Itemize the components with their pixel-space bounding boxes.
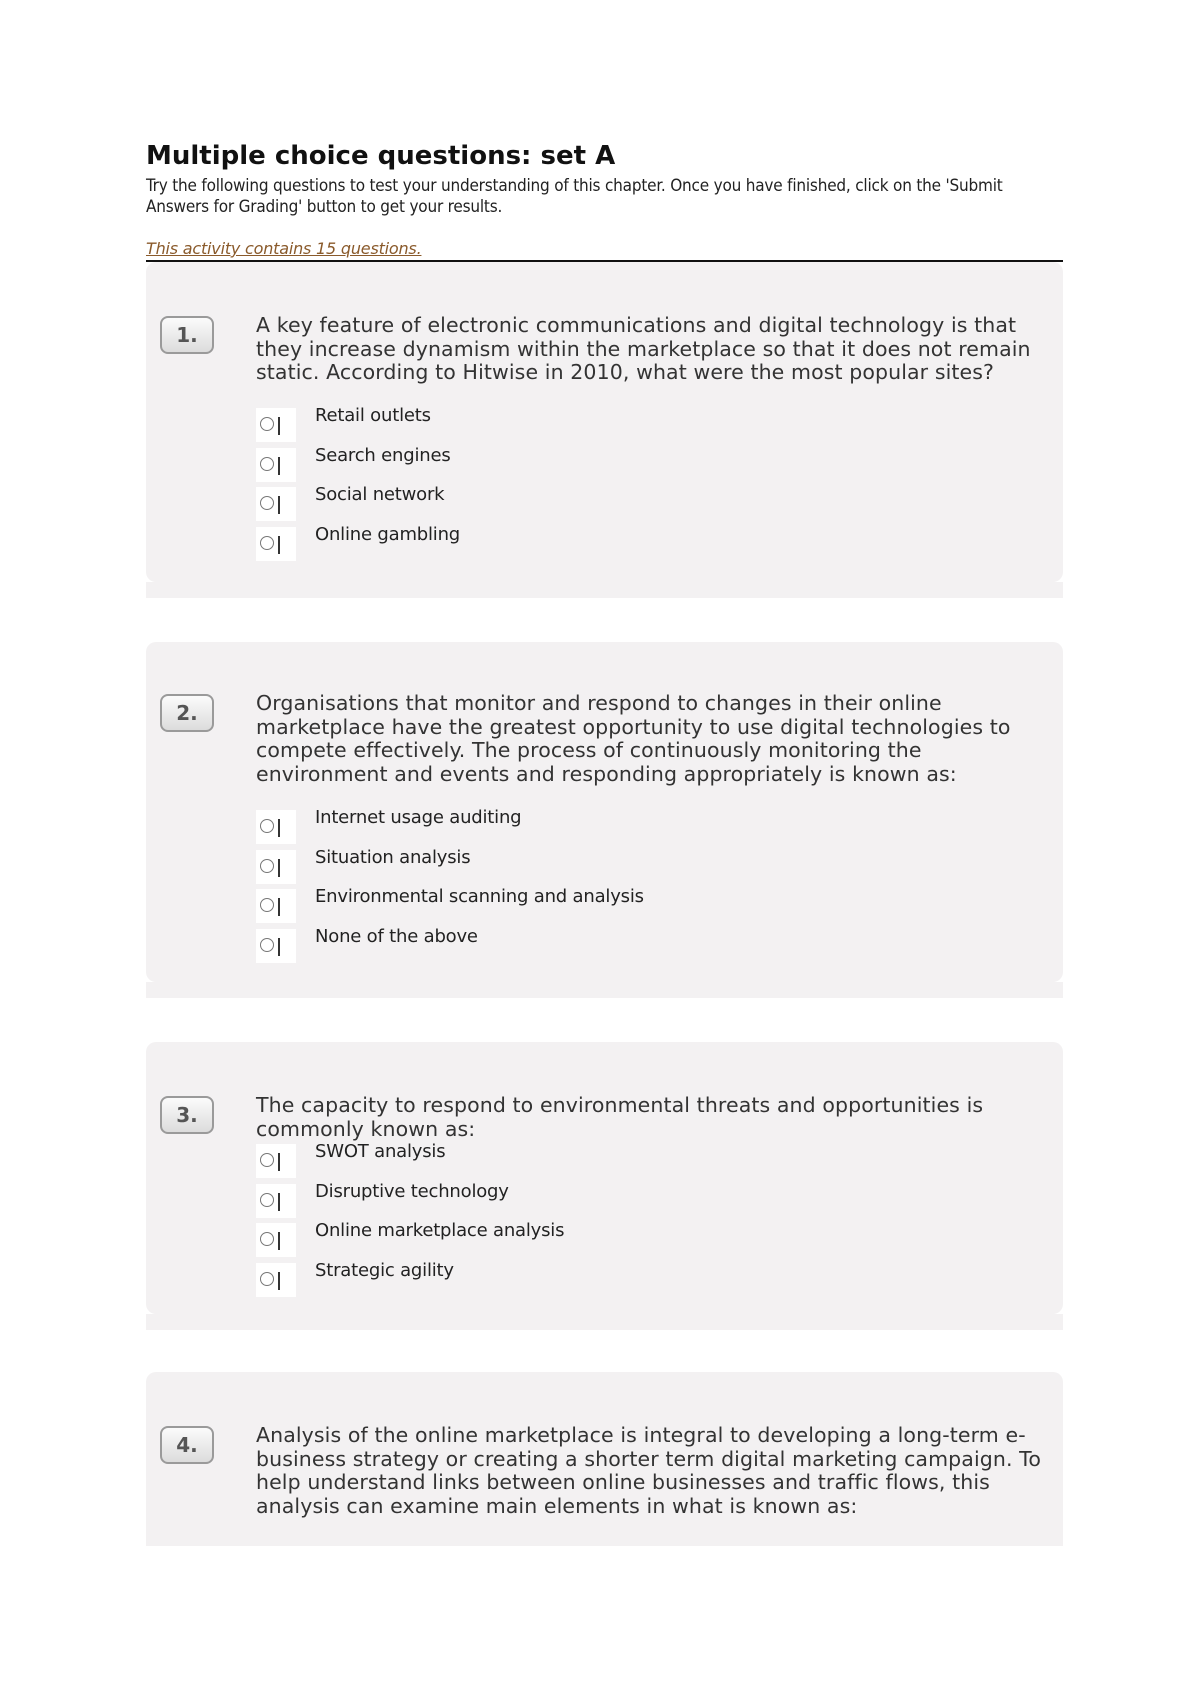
option-row[interactable] (256, 807, 1046, 850)
radio-cell[interactable] (256, 810, 296, 844)
page-header (146, 140, 1063, 262)
radio-button[interactable] (260, 1153, 274, 1167)
option-row[interactable] (256, 925, 1046, 969)
question-text: Organisations that monitor and respond to changes in their online marketplace have the greatest opportunity to use digital technologies to compete effectively. The process of continuously monitoring the environment and events and responding appropriately is known as: (256, 691, 1011, 786)
question-card-3 (146, 1042, 1063, 1314)
radio-button[interactable] (260, 859, 274, 873)
radio-cell[interactable] (256, 527, 296, 561)
page-title: Multiple choice questions: set A (146, 141, 616, 171)
option-row[interactable] (256, 484, 1046, 527)
radio-button[interactable] (260, 819, 274, 833)
option-label[interactable]: Situation analysis (315, 846, 471, 868)
option-row[interactable] (256, 1180, 1046, 1224)
radio-button[interactable] (260, 938, 274, 952)
radio-cursor-icon (278, 1153, 280, 1171)
radio-cursor-icon (278, 859, 280, 877)
radio-cursor-icon (278, 1272, 280, 1290)
question-number-badge: 3. (160, 1096, 214, 1134)
radio-cursor-icon (278, 417, 280, 435)
radio-cell[interactable] (256, 487, 296, 521)
option-label[interactable]: Online marketplace analysis (315, 1220, 565, 1241)
radio-button[interactable] (260, 1272, 274, 1286)
radio-cursor-icon (278, 1232, 280, 1250)
radio-cell[interactable] (256, 1144, 296, 1178)
radio-cell[interactable] (256, 929, 296, 963)
question-text: Analysis of the online marketplace is integral to developing a long-term e-business strategy or creating a shorter term digital marketing campaign. To help understand links between online businesses and traffic flows, this analysis can examine main elements in what is known as: (256, 1423, 1041, 1518)
radio-button[interactable] (260, 536, 274, 550)
question-text: A key feature of electronic communications and digital technology is that they increase dynamism within the marketplace so that it does not remain static. According to Hitwise in 2010, what were the most popular sites? (256, 313, 1031, 384)
option-row[interactable] (256, 1141, 1046, 1184)
option-label[interactable]: Social network (315, 484, 445, 505)
radio-button[interactable] (260, 496, 274, 510)
option-label[interactable]: Search engines (315, 444, 451, 466)
radio-button[interactable] (260, 417, 274, 431)
radio-cell[interactable] (256, 1184, 296, 1218)
option-row[interactable] (256, 1259, 1046, 1303)
question-card-1 (146, 262, 1063, 582)
question-card-2 (146, 642, 1063, 982)
option-row[interactable] (256, 523, 1046, 567)
question-text: The capacity to respond to environmental threats and opportunities is commonly known as: (256, 1093, 984, 1141)
option-row[interactable] (256, 444, 1046, 488)
radio-cell[interactable] (256, 1263, 296, 1297)
option-row[interactable] (256, 846, 1046, 890)
radio-cursor-icon (278, 457, 280, 475)
option-label[interactable]: Internet usage auditing (315, 807, 522, 828)
options-list (256, 1141, 1046, 1302)
option-label[interactable]: Environmental scanning and analysis (315, 886, 644, 907)
option-label[interactable]: Online gambling (315, 523, 461, 545)
question-number-badge: 2. (160, 694, 214, 732)
radio-cursor-icon (278, 1193, 280, 1211)
question-count-link[interactable]: This activity contains 15 questions. (146, 239, 422, 258)
radio-cell[interactable] (256, 850, 296, 884)
radio-button[interactable] (260, 1193, 274, 1207)
radio-cell[interactable] (256, 1223, 296, 1257)
question-number-badge: 1. (160, 316, 214, 354)
radio-cursor-icon (278, 819, 280, 837)
card-footer (146, 1314, 1063, 1330)
radio-cell[interactable] (256, 408, 296, 442)
option-label[interactable]: None of the above (315, 925, 478, 947)
options-list (256, 405, 1046, 566)
radio-cursor-icon (278, 496, 280, 514)
option-label[interactable]: Disruptive technology (315, 1180, 509, 1202)
radio-button[interactable] (260, 1232, 274, 1246)
radio-cursor-icon (278, 536, 280, 554)
card-footer (146, 582, 1063, 598)
options-list (256, 807, 1046, 968)
option-row[interactable] (256, 405, 1046, 448)
option-label[interactable]: Strategic agility (315, 1259, 454, 1281)
option-label[interactable]: Retail outlets (315, 405, 431, 426)
radio-button[interactable] (260, 898, 274, 912)
radio-cell[interactable] (256, 448, 296, 482)
question-card-4 (146, 1372, 1063, 1546)
radio-cursor-icon (278, 938, 280, 956)
intro-text: Try the following questions to test your understanding of this chapter. Once you have finished, click on the 'Submit Answers for Grading' button to get your results. (146, 176, 1003, 217)
option-label[interactable]: SWOT analysis (315, 1141, 446, 1162)
option-row[interactable] (256, 1220, 1046, 1263)
question-number-badge: 4. (160, 1426, 214, 1464)
radio-cursor-icon (278, 898, 280, 916)
radio-button[interactable] (260, 457, 274, 471)
option-row[interactable] (256, 886, 1046, 929)
radio-cell[interactable] (256, 889, 296, 923)
card-footer (146, 982, 1063, 998)
